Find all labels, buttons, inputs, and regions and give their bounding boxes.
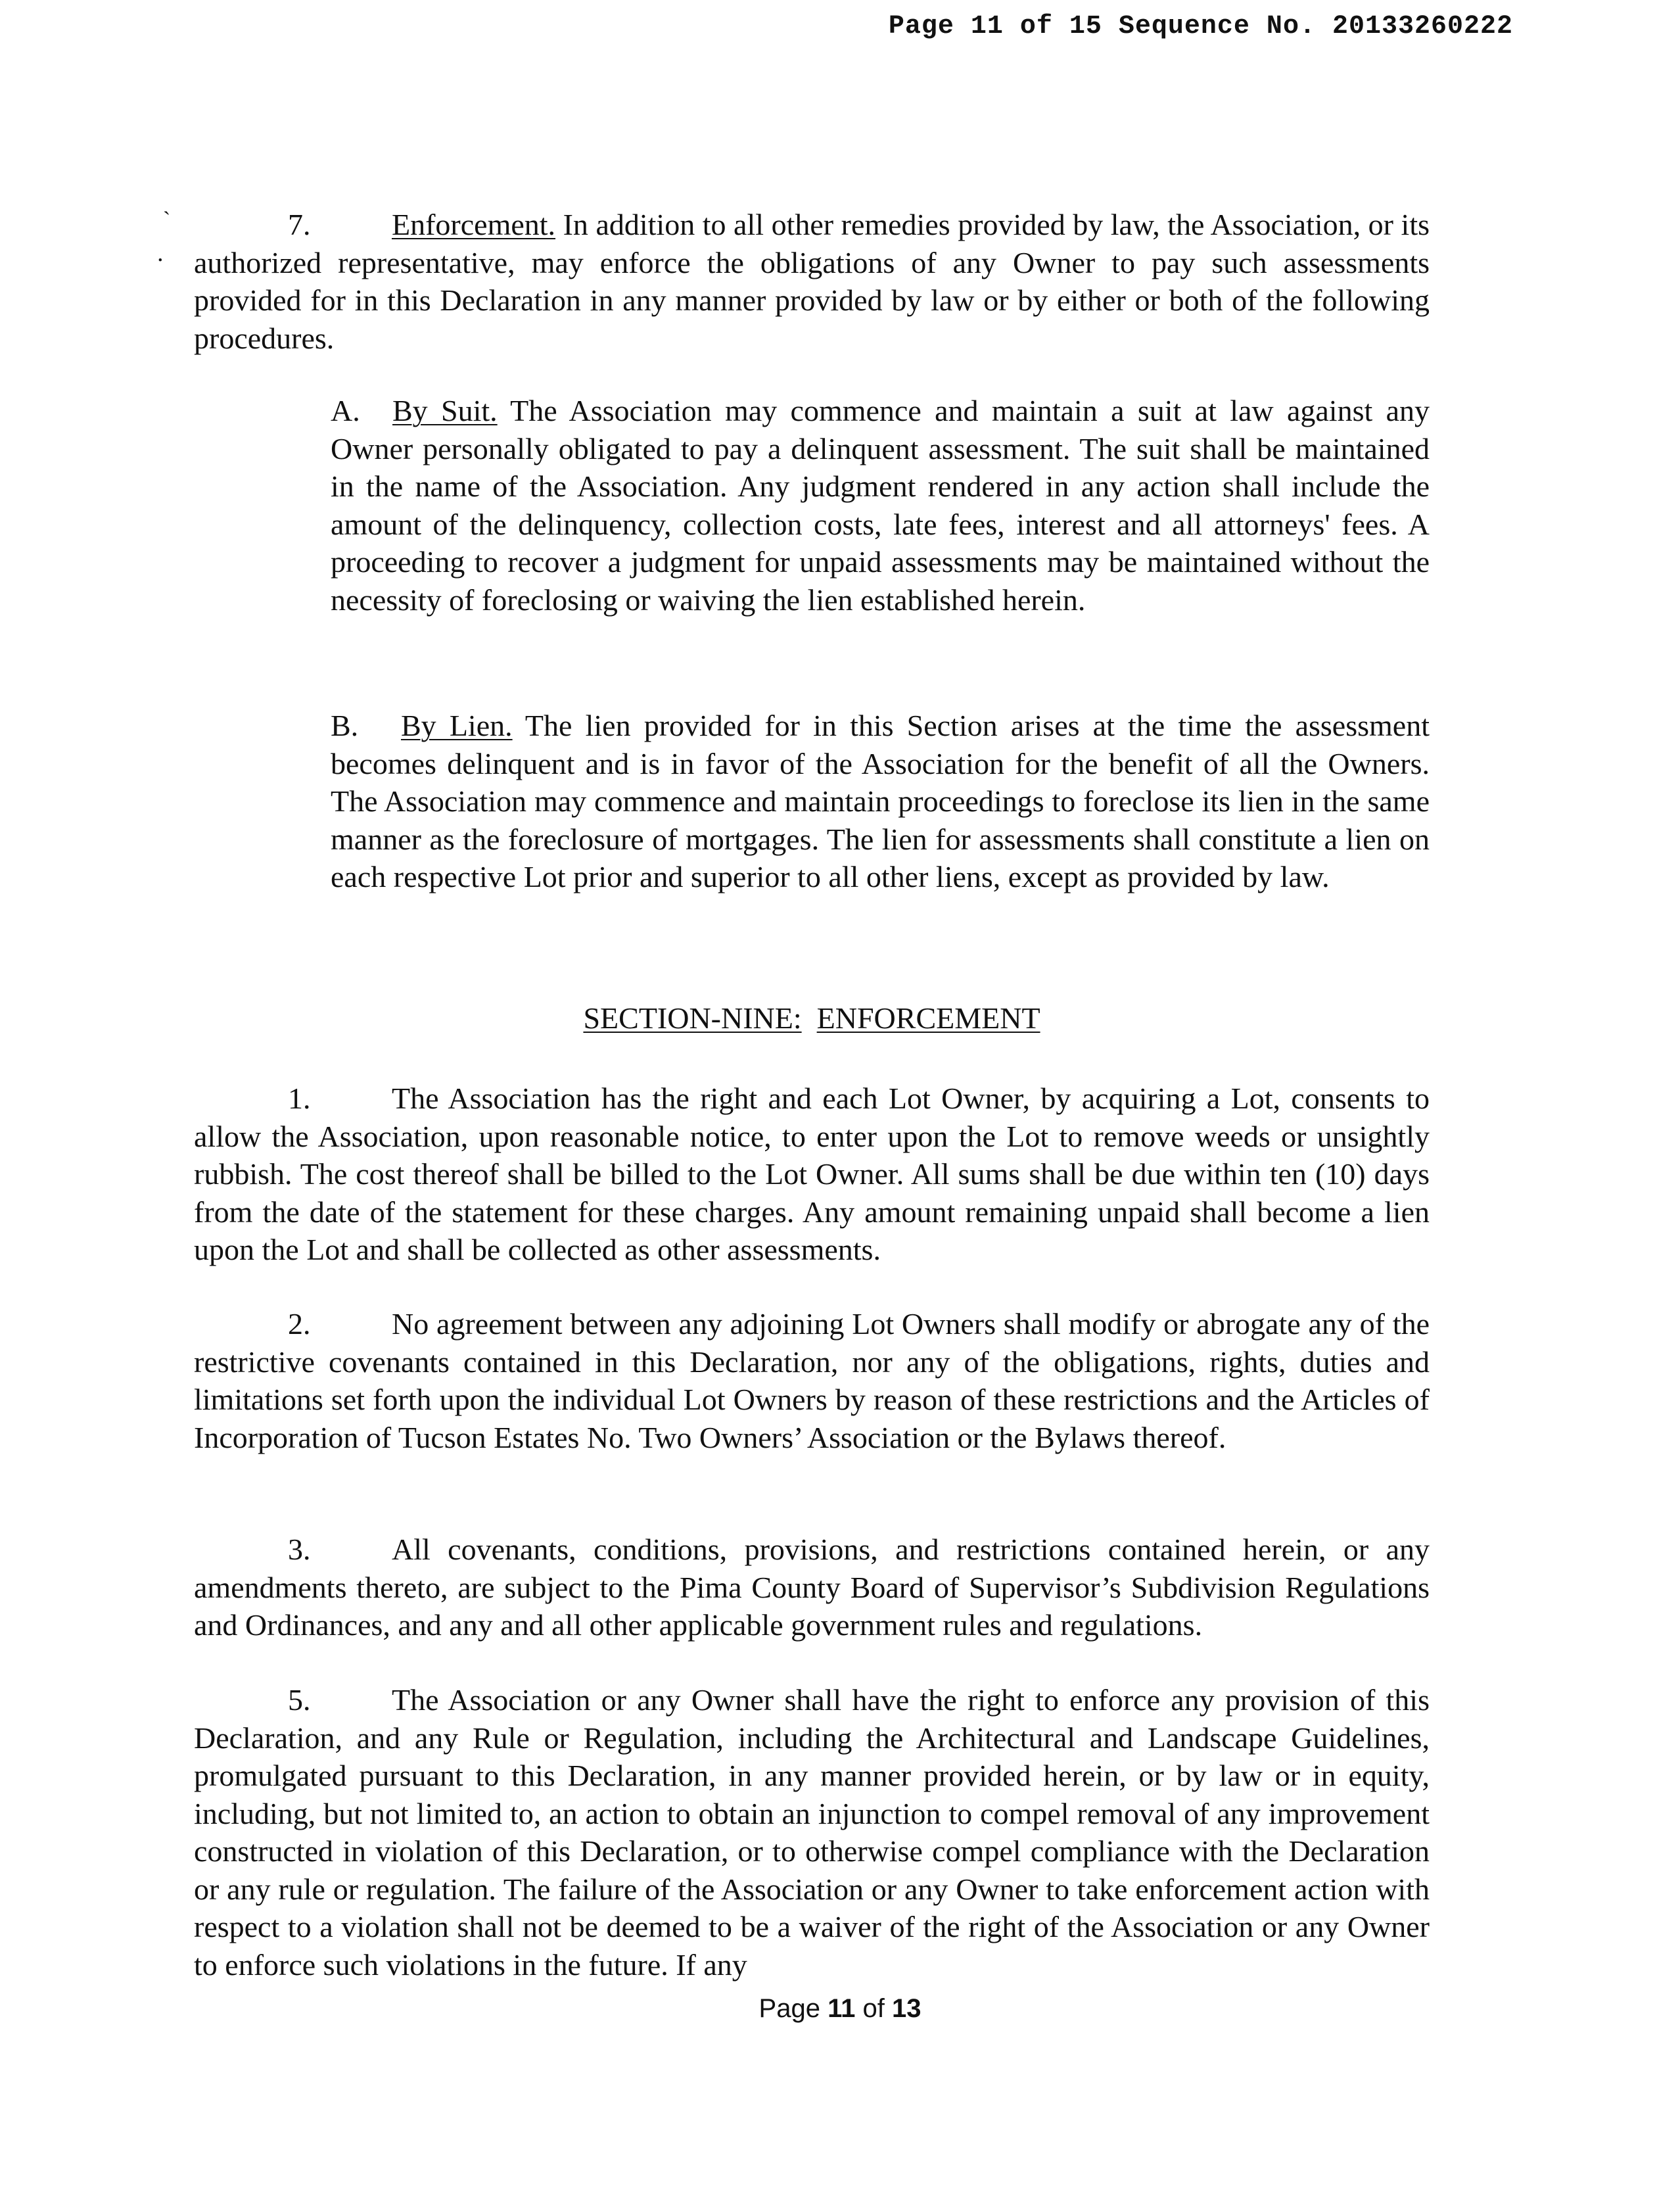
section-heading-number: SECTION-NINE: [583,1001,802,1035]
section-heading-title: ENFORCEMENT [816,1001,1040,1035]
stray-mark: ⋅ [156,249,164,273]
paragraph-number: 1. [288,1082,311,1115]
paragraph-1 [194,1080,1430,1269]
paragraph-number: 3. [288,1533,311,1566]
paragraph-3 [194,1531,1430,1644]
page-sequence-stamp: Page 11 of 15 Sequence No. 20133260222 [888,12,1513,41]
paragraph-number: 2. [288,1307,311,1341]
footer-middle: of [855,1994,892,2023]
paragraph-text: All covenants, conditions, provisions, and restrictions contained herein, or any amendments thereto, are subject to the Pima County Board of Supervisor’s Subdivision Regulations and Ordinances, and any and all other applicable government rules and regulations. [194,1533,1430,1642]
paragraph-text: In addition to all other remedies provided by law, the Association, or its authorized representative, may enforce the obligations of any Owner to pay such assessments provided for in this Declaration in any manner provided by law or by either or both of the following procedures. [194,208,1430,355]
subsection-letter: A. [331,394,360,427]
subsection-title: By Suit. [392,394,498,427]
footer-prefix: Page [758,1994,828,2023]
paragraph-text: The Association has the right and each Lot Owner, by acquiring a Lot, consents to allow the Association, upon reasonable notice, to enter upon the Lot to remove weeds or unsightly rubbish. The cost thereof shall be billed to the Lot Owner. All sums shall be due within ten (10) days from the date of the statement for these charges. Any amount remaining unpaid shall become a lien upon the Lot and shall be collected as other assessments. [194,1082,1430,1266]
subsection-letter: B. [331,709,359,742]
paragraph-2 [194,1305,1430,1456]
enforcement-paragraph [194,206,1430,357]
footer-current-page: 11 [828,1994,856,2023]
subsection-text: The Association may commence and maintain a suit at law against any Owner personally obligated to pay a delinquent assessment. The suit shall be maintained in the name of the Association. Any judgment rendered in any action shall include the amount of the delinquency, collection costs, late fees, interest and all attorneys' fees. A proceeding to recover a judgment for unpaid assessments may be maintained without the necessity of foreclosing or waiving the lien established herein. [331,394,1430,617]
subsection-by-lien [331,707,1430,896]
section-heading [0,999,1623,1037]
subsection-title: By Lien. [401,709,513,742]
footer-total-pages: 13 [891,1994,922,2023]
paragraph-text: The Association or any Owner shall have the right to enforce any provision of this Declaration, and any Rule or Regulation, including the Architectural and Landscape Guidelines, promulgated pursuant to this Declaration, in any manner provided herein, or by law or in equity, including, but not limited to, an action to obtain an injunction to compel removal of any improvement constructed in violation of this Declaration, or to otherwise compel compliance with the Declaration or any rule or regulation. The failure of the Association or any Owner to take enforcement action with respect to a violation shall not be deemed to be a waiver of the right of the Association or any Owner to enforce such violations in the future. If any [194,1683,1430,1982]
subsection-by-suit [331,392,1430,619]
paragraph-5 [194,1681,1430,1984]
paragraph-number: 7. [288,208,311,241]
paragraph-title: Enforcement. [392,208,556,241]
page-footer [0,1994,1680,2024]
paragraph-text: No agreement between any adjoining Lot Owners shall modify or abrogate any of the restrictive covenants contained in this Declaration, nor any of the obligations, rights, duties and limitations set forth upon the individual Lot Owners by reason of these restrictions and the Articles of Incorporation of Tucson Estates No. Two Owners’ Association or the Bylaws thereof. [194,1307,1430,1454]
subsection-text: The lien provided for in this Section arises at the time the assessment becomes delinquent and is in favor of the Association for the benefit of all the Owners. The Association may commence and maintain proceedings to foreclose its lien in the same manner as the foreclosure of mortgages. The lien for assessments shall constitute a lien on each respective Lot prior and superior to all other liens, except as provided by law. [331,709,1430,893]
paragraph-number: 5. [288,1683,311,1717]
stray-mark: ` [163,208,171,232]
